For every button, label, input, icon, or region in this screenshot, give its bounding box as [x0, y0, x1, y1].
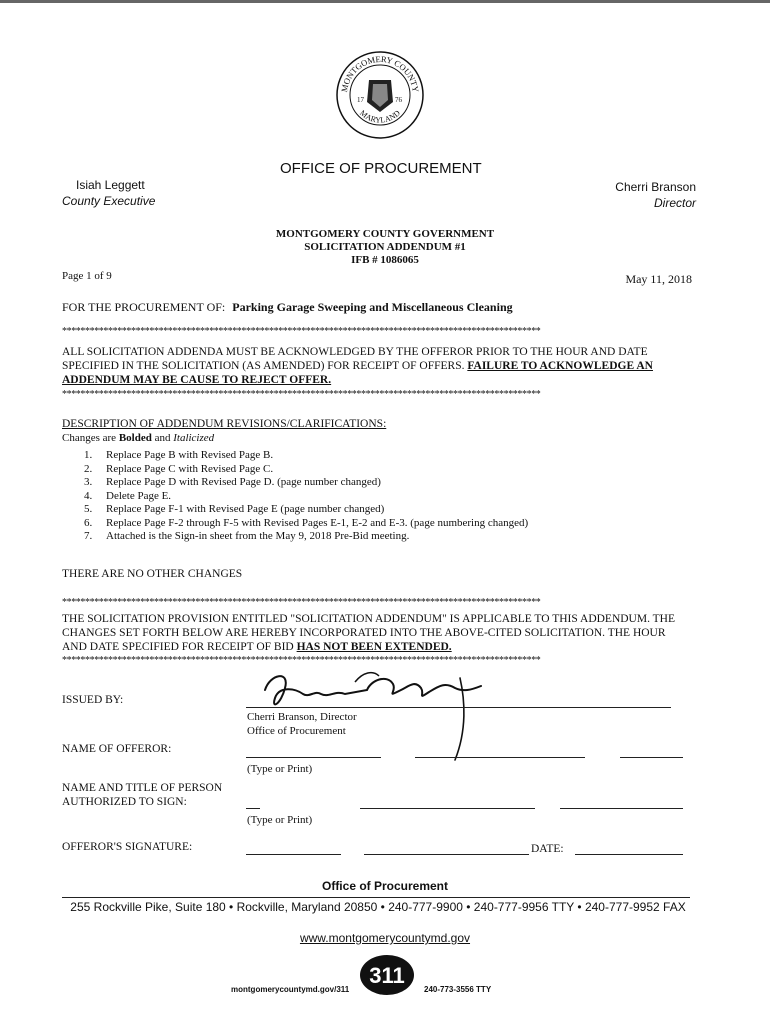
list-item [84, 530, 528, 544]
office-title: OFFICE OF PROCUREMENT [280, 160, 482, 177]
logo-311-text: 311 [369, 963, 405, 988]
website-link[interactable]: www.montgomerycountymd.gov [299, 931, 471, 945]
county-executive-block [62, 177, 155, 209]
site-311-link[interactable]: montgomerycountymd.gov/311 [231, 985, 350, 994]
offeror-name-label: NAME OF OFFEROR: [62, 743, 172, 755]
changes-legend-bold: Bolded [118, 431, 152, 444]
offeror-signature-label: OFFEROR'S SIGNATURE: [62, 841, 193, 853]
county-seal [335, 50, 425, 140]
director-block [615, 179, 696, 211]
signer-name: Cherri Branson, Director [247, 711, 357, 723]
county-executive-role: County Executive [62, 194, 156, 208]
date-field[interactable] [575, 854, 683, 855]
list-item-number: 6. [84, 516, 93, 529]
list-item-number: 4. [84, 489, 93, 502]
name-title-label-line-1: NAME AND TITLE OF PERSON [62, 782, 223, 794]
acknowledgement-paragraph [62, 345, 690, 387]
list-item [84, 449, 528, 463]
government-line-1: MONTGOMERY COUNTY GOVERNMENT [275, 228, 495, 240]
director-name: Cherri Branson [615, 180, 696, 194]
issued-by-label: ISSUED BY: [62, 694, 124, 706]
issued-by-signature-line [246, 707, 671, 708]
changes-legend-italic: Italicized [173, 431, 215, 444]
list-item-number: 2. [84, 462, 93, 475]
tty-311-number: 240-773-3556 TTY [424, 985, 492, 994]
scan-top-edge [0, 0, 770, 3]
offeror-name-field-1[interactable] [246, 757, 381, 758]
footer-address: 255 Rockville Pike, Suite 180 • Rockville, Maryland 20850 • 240-777-9900 • 240-777-9956 TTY • 240-777-9952 FAX [70, 900, 686, 914]
no-other-changes: THERE ARE NO OTHER CHANGES [62, 568, 243, 580]
name-title-label-line-2: AUTHORIZED TO SIGN: [62, 796, 187, 808]
list-item-text: Replace Page D with Revised Page D. (page number changed) [106, 476, 381, 488]
footer-rule [62, 897, 690, 898]
changes-legend-prefix: Changes are [62, 431, 119, 444]
seal-text-bottom: MARYLAND [358, 108, 402, 125]
description-heading: DESCRIPTION OF ADDENDUM REVISIONS/CLARIFICATIONS: [62, 418, 387, 430]
name-title-label [62, 781, 222, 809]
date-label: DATE: [531, 843, 564, 855]
separator-stars-4: ******************************************************************************************************** [62, 655, 541, 666]
separator-stars-1: ******************************************************************************************************** [62, 326, 541, 337]
list-item-text: Replace Page F-1 with Revised Page E (page number changed) [106, 503, 385, 515]
acknowledgement-warning: FAILURE TO ACKNOWLEDGE AN ADDENDUM MAY BE CAUSE TO REJECT OFFER. [62, 360, 653, 386]
changes-list [84, 449, 528, 544]
type-or-print-hint-2: (Type or Print) [247, 814, 313, 826]
signer-office: Office of Procurement [247, 725, 346, 737]
provision-text: THE SOLICITATION PROVISION ENTITLED "SOLICITATION ADDENDUM" IS APPLICABLE TO THIS ADDENDUM. THE CHANGES SET FORTH BELOW ARE HEREBY INCORPORATED INTO THE ABOVE-CITED SOLICITATION. THE HOUR AND DATE SPECIFIED FOR RECEIPT OF BID [62, 613, 675, 653]
changes-legend-and: and [151, 431, 174, 444]
list-item [84, 476, 528, 490]
list-item [84, 517, 528, 531]
seal-text-top: MONTGOMERY COUNTY [339, 53, 421, 93]
footer-office-title: Office of Procurement [321, 879, 449, 893]
ifb-number: IFB # 1086065 [351, 254, 419, 266]
acknowledgement-text: ALL SOLICITATION ADDENDA MUST BE ACKNOWLEDGED BY THE OFFEROR PRIOR TO THE HOUR AND DATE SPECIFIED IN THE SOLICITATION (AS AMENDED) FOR RECEIPT OF OFFERS. [62, 346, 648, 372]
list-item-text: Replace Page C with Revised Page C. [106, 462, 274, 475]
separator-stars-2: ******************************************************************************************************** [62, 389, 541, 400]
list-item-text: Replace Page B with Revised Page B. [106, 449, 274, 461]
authorized-name-field-2[interactable] [360, 808, 535, 809]
provision-paragraph [62, 612, 690, 654]
list-item-text: Delete Page E. [106, 489, 172, 502]
page-number: Page 1 of 9 [62, 270, 112, 282]
changes-legend [62, 432, 386, 446]
list-item [84, 490, 528, 504]
list-item-number: 3. [84, 476, 93, 488]
offeror-signature-field-2[interactable] [364, 854, 529, 855]
description-block [62, 418, 386, 445]
offeror-signature-field-1[interactable] [246, 854, 341, 855]
authorized-name-field-3[interactable] [560, 808, 683, 809]
county-executive-name: Isiah Leggett [76, 178, 145, 192]
authorized-name-field-1[interactable] [246, 808, 260, 809]
director-role: Director [653, 196, 696, 210]
list-item-text: Replace Page F-2 through F-5 with Revised Pages E-1, E-2 and E-3. (page numbering changed) [106, 516, 529, 529]
procurement-label: FOR THE PROCUREMENT OF: [62, 300, 226, 314]
list-item-number: 5. [84, 503, 93, 515]
seal-year-right: 76 [395, 96, 402, 104]
procurement-line [62, 300, 513, 315]
offeror-name-field-2[interactable] [415, 757, 585, 758]
offeror-name-field-3[interactable] [620, 757, 683, 758]
list-item [84, 503, 528, 517]
government-heading [0, 228, 770, 267]
seal-year-left: 17 [357, 96, 364, 104]
list-item-number: 1. [84, 449, 93, 461]
list-item-text: Attached is the Sign-in sheet from the May 9, 2018 Pre-Bid meeting. [106, 530, 410, 542]
addendum-date: May 11, 2018 [625, 272, 692, 286]
list-item [84, 463, 528, 477]
procurement-value: Parking Garage Sweeping and Miscellaneous Cleaning [232, 300, 513, 314]
addendum-number: SOLICITATION ADDENDUM #1 [304, 241, 466, 253]
logo-311-icon [352, 953, 422, 998]
list-item-number: 7. [84, 530, 93, 542]
provision-emphasis: HAS NOT BEEN EXTENDED. [296, 641, 452, 653]
type-or-print-hint-1: (Type or Print) [247, 763, 313, 775]
separator-stars-3: ******************************************************************************************************** [62, 597, 541, 608]
